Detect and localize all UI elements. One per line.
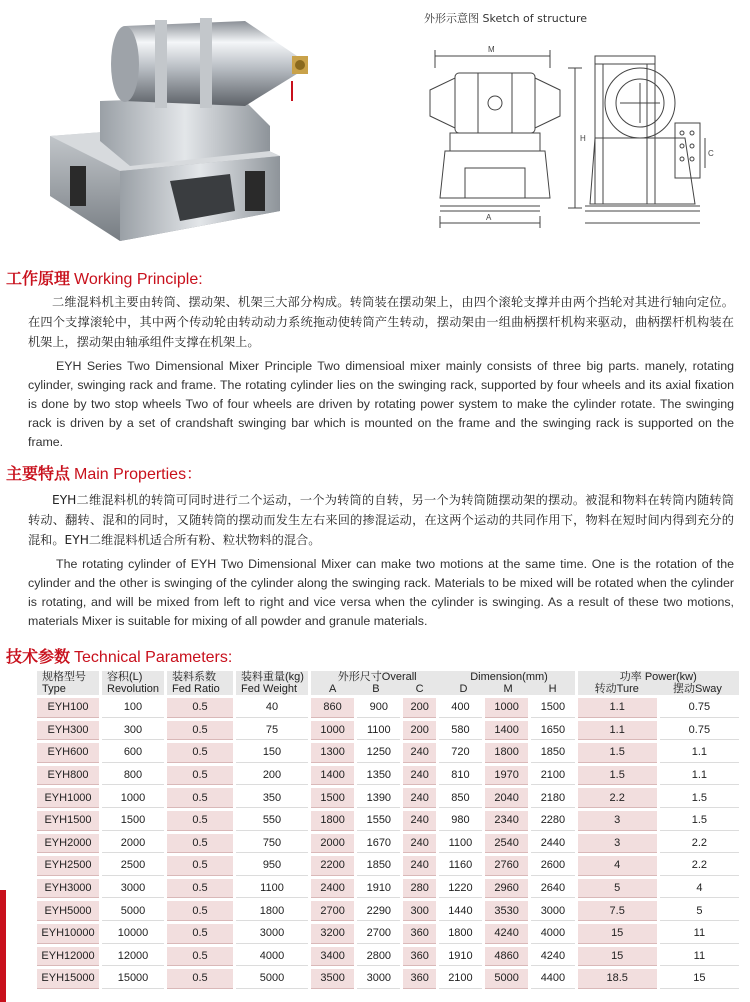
- dim-a-label: A: [486, 213, 492, 222]
- cell-revolution: 5000: [102, 901, 164, 921]
- cell-power-sway: 5: [660, 901, 739, 921]
- cell-dim-c: 200: [403, 721, 435, 741]
- cell-dim-b: 2700: [357, 924, 400, 944]
- cell-dim-h: 2180: [531, 788, 574, 808]
- cell-type: EYH5000: [37, 901, 99, 921]
- cell-power-ture: 15: [578, 924, 657, 944]
- cell-fed-weight: 550: [236, 811, 308, 831]
- cell-dim-c: 360: [403, 947, 435, 967]
- cell-power-sway: 2.2: [660, 856, 739, 876]
- cell-fed-weight: 350: [236, 788, 308, 808]
- cell-dim-d: 580: [439, 721, 482, 741]
- cell-dim-a: 3400: [311, 947, 354, 967]
- cell-dim-h: 1500: [531, 698, 574, 718]
- cell-dim-c: 240: [403, 834, 435, 854]
- table-row: [37, 969, 739, 989]
- properties-title-en: Main Properties：: [74, 466, 203, 483]
- cell-power-ture: 5: [578, 879, 657, 899]
- cell-power-sway: 0.75: [660, 721, 739, 741]
- cell-type: EYH100: [37, 698, 99, 718]
- cell-type: EYH12000: [37, 947, 99, 967]
- cell-revolution: 1500: [102, 811, 164, 831]
- table-row: [37, 856, 739, 876]
- cell-dim-c: 240: [403, 811, 435, 831]
- cell-dim-m: 4860: [485, 947, 528, 967]
- table-row: [37, 788, 739, 808]
- cell-power-sway: 4: [660, 879, 739, 899]
- cell-dim-a: 1000: [311, 721, 354, 741]
- sketch-caption: 外形示意图 Sketch of structure: [424, 12, 588, 25]
- cell-fed-ratio: 0.5: [167, 834, 233, 854]
- cell-type: EYH10000: [37, 924, 99, 944]
- cell-fed-weight: 40: [236, 698, 308, 718]
- cell-power-ture: 3: [578, 811, 657, 831]
- cell-revolution: 10000: [102, 924, 164, 944]
- table-row: [37, 766, 739, 786]
- cell-dim-d: 1440: [439, 901, 482, 921]
- cell-dim-b: 1390: [357, 788, 400, 808]
- mixer-machine-photo: [30, 6, 320, 246]
- table-row: [37, 834, 739, 854]
- dim-m-label: M: [488, 45, 495, 54]
- main-properties-en: The rotating cylinder of EYH Two Dimensional Mixer can make two motions at the same time. One is the rotation of the cylinder and the other is swinging of the cylinder along the swinging rack. Materials to be mixed will be rotated when the cylinder is rotating, and will be mixed from left to right and vice versa when the cylinder is swinging. As a result of these two motions, materials Mixer is suitable for mixing of all powder and granule materials.: [28, 557, 734, 628]
- cell-fed-weight: 200: [236, 766, 308, 786]
- cell-dim-d: 2100: [439, 969, 482, 989]
- cell-dim-h: 4400: [531, 969, 574, 989]
- cell-dim-h: 2100: [531, 766, 574, 786]
- cell-fed-weight: 75: [236, 721, 308, 741]
- cell-dim-c: 240: [403, 743, 435, 763]
- cell-fed-weight: 950: [236, 856, 308, 876]
- cell-dim-h: 2640: [531, 879, 574, 899]
- technical-title-cn: 技术参数: [6, 647, 71, 666]
- dim-c-label: C: [708, 149, 714, 158]
- cell-fed-weight: 3000: [236, 924, 308, 944]
- cell-power-ture: 15: [578, 947, 657, 967]
- cell-dim-h: 2600: [531, 856, 574, 876]
- cell-dim-b: 900: [357, 698, 400, 718]
- cell-dim-d: 400: [439, 698, 482, 718]
- main-properties-title: [6, 461, 202, 484]
- cell-fed-ratio: 0.5: [167, 901, 233, 921]
- cell-dim-d: 720: [439, 743, 482, 763]
- cell-dim-b: 1670: [357, 834, 400, 854]
- cell-dim-b: 3000: [357, 969, 400, 989]
- table-row: [37, 901, 739, 921]
- cell-dim-c: 240: [403, 788, 435, 808]
- cell-dim-b: 1250: [357, 743, 400, 763]
- cell-fed-ratio: 0.5: [167, 766, 233, 786]
- cell-dim-c: 240: [403, 856, 435, 876]
- cell-fed-ratio: 0.5: [167, 698, 233, 718]
- cell-power-ture: 1.1: [578, 721, 657, 741]
- cell-type: EYH800: [37, 766, 99, 786]
- cell-dim-m: 3530: [485, 901, 528, 921]
- cell-dim-d: 1100: [439, 834, 482, 854]
- header-type: 规格型号 Type: [37, 671, 99, 695]
- cell-dim-c: 280: [403, 879, 435, 899]
- working-principle-title: [6, 266, 203, 289]
- cell-fed-ratio: 0.5: [167, 743, 233, 763]
- cell-type: EYH2500: [37, 856, 99, 876]
- cell-dim-c: 360: [403, 969, 435, 989]
- cell-fed-weight: 750: [236, 834, 308, 854]
- cell-type: EYH2000: [37, 834, 99, 854]
- cell-dim-a: 860: [311, 698, 354, 718]
- spec-header-row: [37, 671, 739, 695]
- cell-dim-m: 2960: [485, 879, 528, 899]
- cell-dim-m: 2340: [485, 811, 528, 831]
- header-graphics: [0, 0, 750, 258]
- cell-dim-m: 1000: [485, 698, 528, 718]
- cell-revolution: 2000: [102, 834, 164, 854]
- cell-dim-h: 4240: [531, 947, 574, 967]
- cell-revolution: 1000: [102, 788, 164, 808]
- cell-revolution: 15000: [102, 969, 164, 989]
- cell-fed-ratio: 0.5: [167, 721, 233, 741]
- cell-dim-m: 2760: [485, 856, 528, 876]
- cell-dim-a: 1400: [311, 766, 354, 786]
- cell-dim-d: 980: [439, 811, 482, 831]
- cell-power-sway: 1.5: [660, 788, 739, 808]
- cell-dim-d: 1800: [439, 924, 482, 944]
- cell-dim-a: 1800: [311, 811, 354, 831]
- cell-power-ture: 4: [578, 856, 657, 876]
- table-row: [37, 947, 739, 967]
- cell-dim-b: 1850: [357, 856, 400, 876]
- cell-power-ture: 18.5: [578, 969, 657, 989]
- cell-dim-d: 1910: [439, 947, 482, 967]
- cell-dim-a: 3500: [311, 969, 354, 989]
- cell-type: EYH600: [37, 743, 99, 763]
- technical-parameters-title: [6, 644, 232, 667]
- cell-dim-c: 300: [403, 901, 435, 921]
- cell-dim-m: 4240: [485, 924, 528, 944]
- working-principle-cn: 二维混料机主要由转筒、摆动架、机架三大部分构成。转筒装在摆动架上，由四个滚轮支撑并由两个挡轮对其进行轴向定位。在四个支撑滚轮中，其中两个传动轮由转动动力系统拖动使转筒产生转动，摆动架由一组曲柄摆杆机构来驱动，曲柄摆杆机构装在机架上，摆动架由轴承组件支撑在机架上。: [28, 295, 734, 349]
- cell-fed-ratio: 0.5: [167, 879, 233, 899]
- cell-type: EYH300: [37, 721, 99, 741]
- cell-dim-b: 1910: [357, 879, 400, 899]
- cell-fed-ratio: 0.5: [167, 924, 233, 944]
- cell-dim-a: 2200: [311, 856, 354, 876]
- cell-type: EYH1500: [37, 811, 99, 831]
- structure-sketch: [410, 28, 745, 233]
- cell-dim-m: 2040: [485, 788, 528, 808]
- cell-revolution: 300: [102, 721, 164, 741]
- cell-dim-c: 360: [403, 924, 435, 944]
- header-power: 功率 Power(kw) 转动Ture 摆动Sway: [578, 671, 739, 695]
- cell-dim-h: 4000: [531, 924, 574, 944]
- properties-title-cn: 主要特点: [6, 464, 71, 483]
- cell-power-ture: 1.5: [578, 743, 657, 763]
- cell-power-sway: 0.75: [660, 698, 739, 718]
- working-principle-en: EYH Series Two Dimensional Mixer Principle Two dimensioal mixer mainly consists of three big parts. manely, rotating cylinder, swinging rack and frame. The rotating cylinder lies on the swinging rack, supported by four wheels and its axial fixation is done by two stop wheels Two of four wheels are driven by rotating power system to make the cylinder rotate. The swinging rack is driven by a set of crandshaft swinging bar which is mounted on the frame and the swinging rack is supported on the frame.: [28, 359, 734, 449]
- header-fed-weight: 装料重量(kg) Fed Weight: [236, 671, 308, 695]
- spec-table: [34, 668, 742, 992]
- cell-dim-m: 1400: [485, 721, 528, 741]
- cell-fed-weight: 150: [236, 743, 308, 763]
- cell-fed-weight: 4000: [236, 947, 308, 967]
- cell-dim-a: 1300: [311, 743, 354, 763]
- cell-power-ture: 1.5: [578, 766, 657, 786]
- cell-dim-h: 2440: [531, 834, 574, 854]
- cell-power-ture: 1.1: [578, 698, 657, 718]
- cell-power-sway: 1.1: [660, 766, 739, 786]
- cell-dim-h: 1850: [531, 743, 574, 763]
- cell-dim-c: 200: [403, 698, 435, 718]
- working-title-cn: 工作原理: [6, 269, 71, 288]
- cell-dim-b: 1550: [357, 811, 400, 831]
- cell-revolution: 600: [102, 743, 164, 763]
- cell-dim-m: 5000: [485, 969, 528, 989]
- cell-power-ture: 2.2: [578, 788, 657, 808]
- cell-dim-c: 240: [403, 766, 435, 786]
- cell-power-sway: 1.5: [660, 811, 739, 831]
- cell-power-ture: 7.5: [578, 901, 657, 921]
- cell-dim-d: 1220: [439, 879, 482, 899]
- cell-type: EYH1000: [37, 788, 99, 808]
- table-row: [37, 698, 739, 718]
- cell-fed-ratio: 0.5: [167, 947, 233, 967]
- cell-dim-a: 2700: [311, 901, 354, 921]
- header-overall-dimension: 外形尺寸Overall Dimension(mm) A B C D M H: [311, 671, 575, 695]
- technical-title-en: Technical Parameters:: [74, 649, 233, 666]
- table-row: [37, 924, 739, 944]
- cell-power-sway: 11: [660, 924, 739, 944]
- cell-revolution: 12000: [102, 947, 164, 967]
- cell-dim-a: 3200: [311, 924, 354, 944]
- dim-h-label: H: [580, 134, 586, 143]
- table-row: [37, 811, 739, 831]
- cell-dim-b: 1350: [357, 766, 400, 786]
- cell-power-sway: 11: [660, 947, 739, 967]
- cell-power-ture: 3: [578, 834, 657, 854]
- cell-fed-weight: 5000: [236, 969, 308, 989]
- cell-dim-b: 2800: [357, 947, 400, 967]
- left-accent-strip: [0, 890, 6, 1002]
- cell-dim-m: 1970: [485, 766, 528, 786]
- working-title-en: Working Principle:: [74, 271, 203, 288]
- cell-power-sway: 15: [660, 969, 739, 989]
- cell-fed-ratio: 0.5: [167, 856, 233, 876]
- main-properties-cn: EYH二维混料机的转筒可同时进行二个运动，一个为转筒的自转，另一个为转筒随摆动架的摆动。被混和物料在转筒内随转筒转动、翻转、混和的同时，又随转筒的摆动而发生左右来回的掺混运动，在这两个运动的共同作用下，物料在短时间内得到充分的混和。EYH二维混料机适合所有粉、粒状物料的混合。: [28, 493, 734, 547]
- cell-revolution: 800: [102, 766, 164, 786]
- header-revolution: 容积(L) Revolution: [102, 671, 164, 695]
- cell-dim-d: 1160: [439, 856, 482, 876]
- cell-fed-weight: 1800: [236, 901, 308, 921]
- cell-dim-b: 1100: [357, 721, 400, 741]
- cell-dim-m: 2540: [485, 834, 528, 854]
- cell-dim-h: 1650: [531, 721, 574, 741]
- table-row: [37, 879, 739, 899]
- cell-type: EYH15000: [37, 969, 99, 989]
- cell-power-sway: 1.1: [660, 743, 739, 763]
- header-fed-ratio: 装料系数 Fed Ratio: [167, 671, 233, 695]
- cell-type: EYH3000: [37, 879, 99, 899]
- table-row: [37, 743, 739, 763]
- cell-fed-weight: 1100: [236, 879, 308, 899]
- cell-fed-ratio: 0.5: [167, 969, 233, 989]
- cell-dim-h: 2280: [531, 811, 574, 831]
- spec-table-body: [37, 698, 739, 989]
- cell-dim-m: 1800: [485, 743, 528, 763]
- cell-dim-d: 810: [439, 766, 482, 786]
- cell-dim-h: 3000: [531, 901, 574, 921]
- table-row: [37, 721, 739, 741]
- cell-dim-b: 2290: [357, 901, 400, 921]
- cell-revolution: 3000: [102, 879, 164, 899]
- cell-fed-ratio: 0.5: [167, 811, 233, 831]
- cell-revolution: 2500: [102, 856, 164, 876]
- cell-dim-d: 850: [439, 788, 482, 808]
- cell-dim-a: 1500: [311, 788, 354, 808]
- cell-power-sway: 2.2: [660, 834, 739, 854]
- cell-dim-a: 2400: [311, 879, 354, 899]
- cell-fed-ratio: 0.5: [167, 788, 233, 808]
- cell-dim-a: 2000: [311, 834, 354, 854]
- cell-revolution: 100: [102, 698, 164, 718]
